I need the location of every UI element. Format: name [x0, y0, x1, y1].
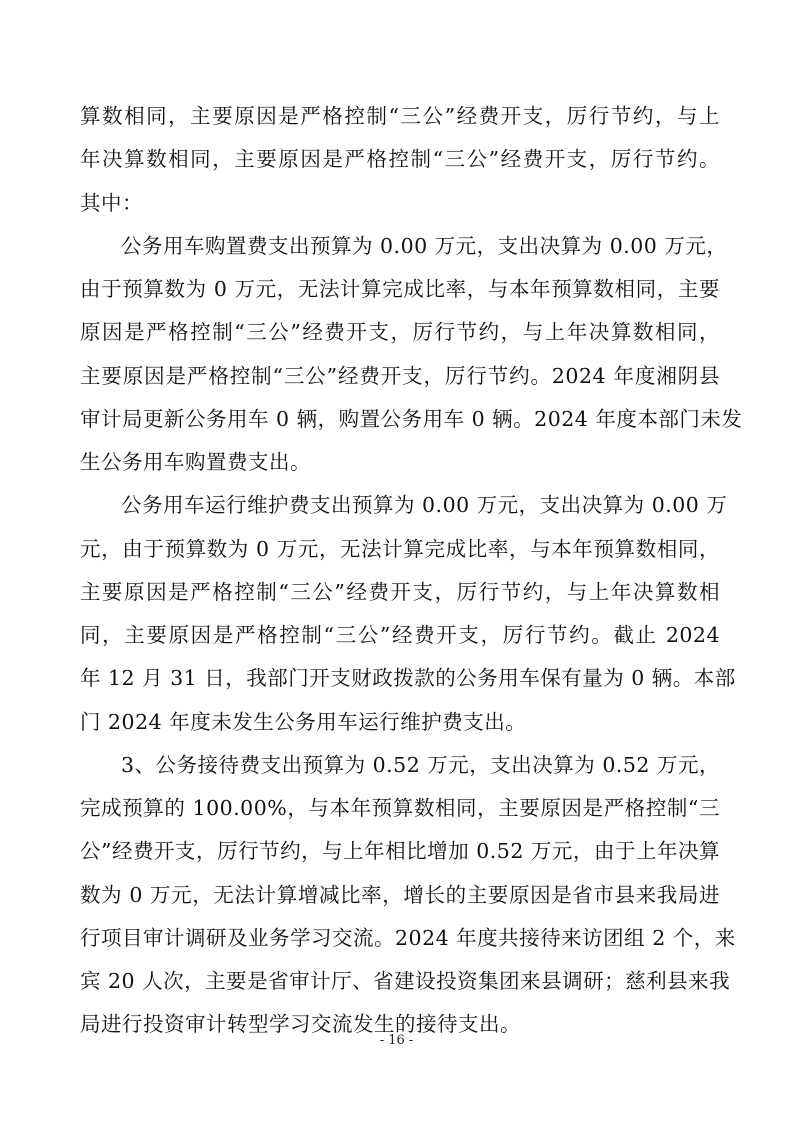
text-line: 其中：: [80, 191, 143, 215]
text-line: 主要原因是严格控制“三公”经费开支，厉行节约，与上年决算数相: [80, 580, 720, 604]
text-line: 算数相同，主要原因是严格控制“三公”经费开支，厉行节约，与上: [80, 104, 720, 128]
text-line: 局进行投资审计转型学习交流发生的接待支出。: [80, 1012, 521, 1036]
text-line: 生公务用车购置费支出。: [80, 450, 311, 474]
text-line: 年决算数相同，主要原因是严格控制“三公”经费开支，厉行节约。: [80, 147, 720, 171]
text-line: 原因是严格控制“三公”经费开支，厉行节约，与上年决算数相同，: [80, 320, 720, 344]
text-line: 主要原因是严格控制“三公”经费开支，厉行节约。2024 年度湘阴县: [80, 364, 720, 388]
text-line: 完成预算的 100.00%，与本年预算数相同，主要原因是严格控制“三: [80, 796, 720, 820]
text-line: 数为 0 万元，无法计算增减比率，增长的主要原因是省市县来我局进: [80, 883, 720, 907]
paragraph-start-line: 3、公务接待费支出预算为 0.52 万元，支出决算为 0.52 万元，: [121, 753, 720, 777]
text-line: 行项目审计调研及业务学习交流。2024 年度共接待来访团组 2 个，来: [80, 926, 736, 950]
text-line: 宾 20 人次，主要是省审计厅、省建设投资集团来县调研；慈利县来我: [80, 969, 731, 993]
text-line: 同，主要原因是严格控制“三公”经费开支，厉行节约。截止 2024: [80, 623, 720, 647]
text-line: 年 12 月 31 日，我部门开支财政拨款的公务用车保有量为 0 辆。本部: [80, 666, 736, 690]
text-line: 由于预算数为 0 万元，无法计算完成比率，与本年预算数相同，主要: [80, 277, 720, 301]
text-line: 元，由于预算数为 0 万元，无法计算完成比率，与本年预算数相同，: [80, 537, 720, 561]
text-line: 门 2024 年度未发生公务用车运行维护费支出。: [80, 710, 527, 734]
text-line: 公”经费开支，厉行节约，与上年相比增加 0.52 万元，由于上年决算: [80, 839, 720, 863]
paragraph-start-line: 公务用车购置费支出预算为 0.00 万元，支出决算为 0.00 万元，: [121, 234, 728, 258]
text-line: 审计局更新公务用车 0 辆，购置公务用车 0 辆。2024 年度本部门未发: [80, 407, 743, 431]
page-number: - 16 -: [379, 1033, 414, 1048]
paragraph-start-line: 公务用车运行维护费支出预算为 0.00 万元，支出决算为 0.00 万: [121, 493, 728, 517]
